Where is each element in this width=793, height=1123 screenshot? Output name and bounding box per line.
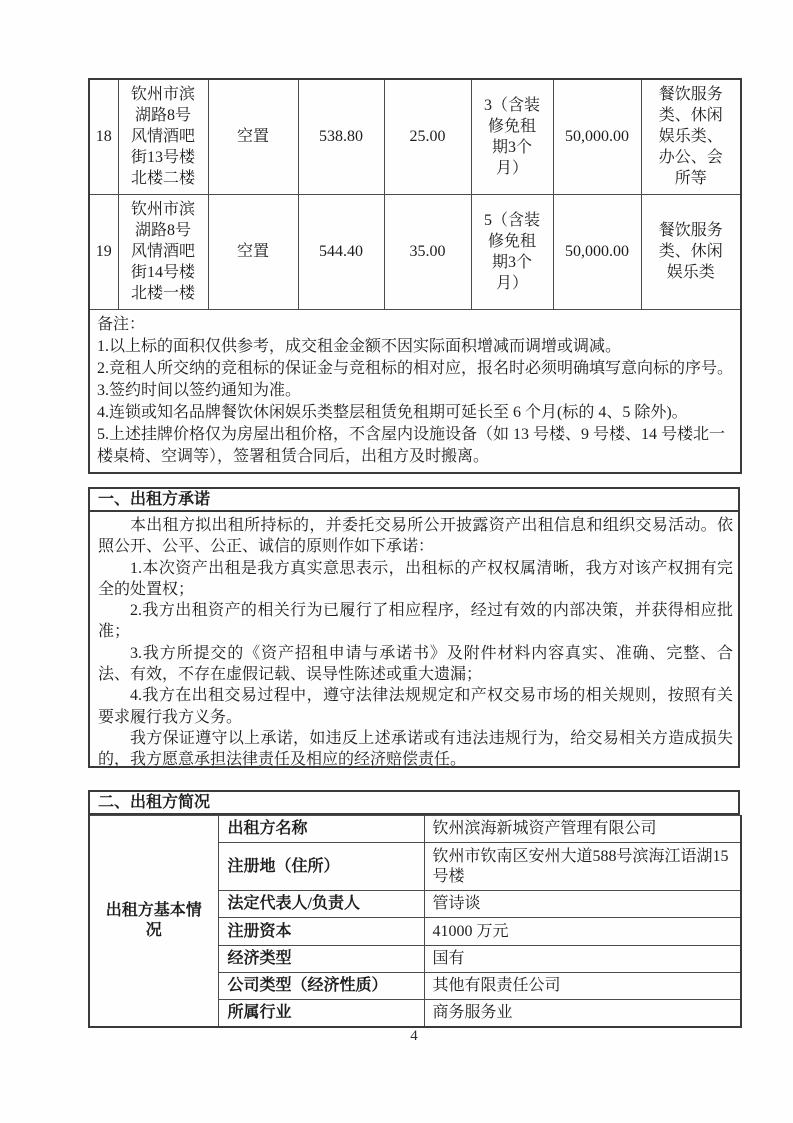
cell-price: 35.00: [384, 194, 471, 309]
note-item-5: 5.上述挂牌价格仅为房屋出租价格，不含屋内设施设备（如 13 号楼、9 号楼、14 号楼北一楼桌椅、空调等），签署租赁合同后，出租方及时搬离。: [97, 425, 726, 465]
section2-title: 二、出租方简况: [88, 790, 740, 815]
cell-deposit: 50,000.00: [553, 79, 641, 194]
profile-group-label: 出租方基本情况: [89, 816, 218, 1027]
cell-address: 钦州市滨湖路8号风情酒吧街14号楼北楼一楼: [118, 194, 208, 309]
commitment-intro: 本出租方拟出租所持标的，并委托交易所公开披露资产出租信息和组织交易活动。依照公开、公平、公正、诚信的原则作如下承诺：: [98, 517, 733, 556]
commitment-close: 我方保证遵守以上承诺，如违反上述承诺或有违法违规行为，给交易相关方造成损失的，我方愿意承担法律责任及相应的经济赔偿责任。: [98, 729, 733, 769]
profile-value: 其他有限责任公司: [424, 973, 741, 1000]
commitment-item-3: 3.我方所提交的《资产招租申请与承诺书》及附件材料内容真实、准确、完整、合法、有效，不存在虚假记载、误导性陈述或重大遗漏；: [98, 644, 733, 684]
listing-row-19: [89, 194, 741, 309]
cell-status: 空置: [208, 79, 298, 194]
profile-value: 国有: [424, 946, 741, 973]
profile-label: 公司类型（经济性质）: [218, 973, 424, 1000]
profile-label: 所属行业: [218, 1000, 424, 1027]
cell-no: 19: [89, 194, 118, 309]
listing-row-18: [89, 79, 741, 194]
cell-usage: 餐饮服务类、休闲娱乐类: [641, 194, 741, 309]
cell-term: 3（含装修免租期3个月）: [471, 79, 553, 194]
commitment-item-4: 4.我方在出租交易过程中，遵守法律法规规定和产权交易市场的相关规则，按照有关要求履行我方义务。: [98, 687, 733, 726]
profile-label: 出租方名称: [218, 816, 424, 843]
cell-usage: 餐饮服务类、休闲娱乐类、办公、会所等: [641, 79, 741, 194]
cell-price: 25.00: [384, 79, 471, 194]
cell-area: 544.40: [298, 194, 384, 309]
profile-label: 注册地（住所）: [218, 843, 424, 891]
cell-deposit: 50,000.00: [553, 194, 641, 309]
notes-cell: [89, 309, 741, 473]
profile-value: 41000 万元: [424, 918, 741, 946]
section1-title: 一、出租方承诺: [88, 487, 740, 512]
profile-label: 法定代表人/负责人: [218, 891, 424, 918]
commitment-item-2: 2.我方出租资产的相关行为已履行了相应程序，经过有效的内部决策，并获得相应批准；: [98, 602, 733, 641]
section-lessor-profile: [88, 790, 740, 1028]
commitment-item-1: 1.本次资产出租是我方真实意思表示，出租标的产权权属清晰，我方对该产权拥有完全的处置权；: [98, 559, 733, 598]
notes-title: 备注：: [97, 315, 146, 333]
section1-body: [88, 512, 740, 768]
profile-value: 钦州市钦南区安州大道588号滨海江语湖15号楼: [424, 843, 741, 891]
notes-row: [89, 309, 741, 473]
profile-value: 商务服务业: [424, 1000, 741, 1027]
profile-value: 管诗谈: [424, 891, 741, 918]
note-item-4: 4.连锁或知名品牌餐饮休闲娱乐类整层租赁免租期可延长至 6 个月(标的 4、5 除外)。: [97, 403, 688, 421]
page-number: 4: [410, 1028, 418, 1044]
note-item-2: 2.竞租人所交纳的竞租标的保证金与竞租标的相对应，报名时必须明确填写意向标的序号。: [97, 359, 734, 377]
profile-value: 钦州滨海新城资产管理有限公司: [424, 816, 741, 843]
cell-status: 空置: [208, 194, 298, 309]
note-item-3: 3.签约时间以签约通知为准。: [97, 381, 302, 399]
profile-label: 经济类型: [218, 946, 424, 973]
profile-row: [89, 816, 741, 843]
section-lessor-commitment: [88, 487, 740, 768]
cell-term: 5（含装修免租期3个月）: [471, 194, 553, 309]
lessor-profile-table: [88, 815, 742, 1028]
cell-no: 18: [89, 79, 118, 194]
profile-label: 注册资本: [218, 918, 424, 946]
cell-area: 538.80: [298, 79, 384, 194]
cell-address: 钦州市滨湖路8号风情酒吧街13号楼北楼二楼: [118, 79, 208, 194]
note-item-1: 1.以上标的面积仅供参考，成交租金金额不因实际面积增减而调增或调减。: [97, 337, 622, 355]
listing-table: [88, 78, 742, 474]
